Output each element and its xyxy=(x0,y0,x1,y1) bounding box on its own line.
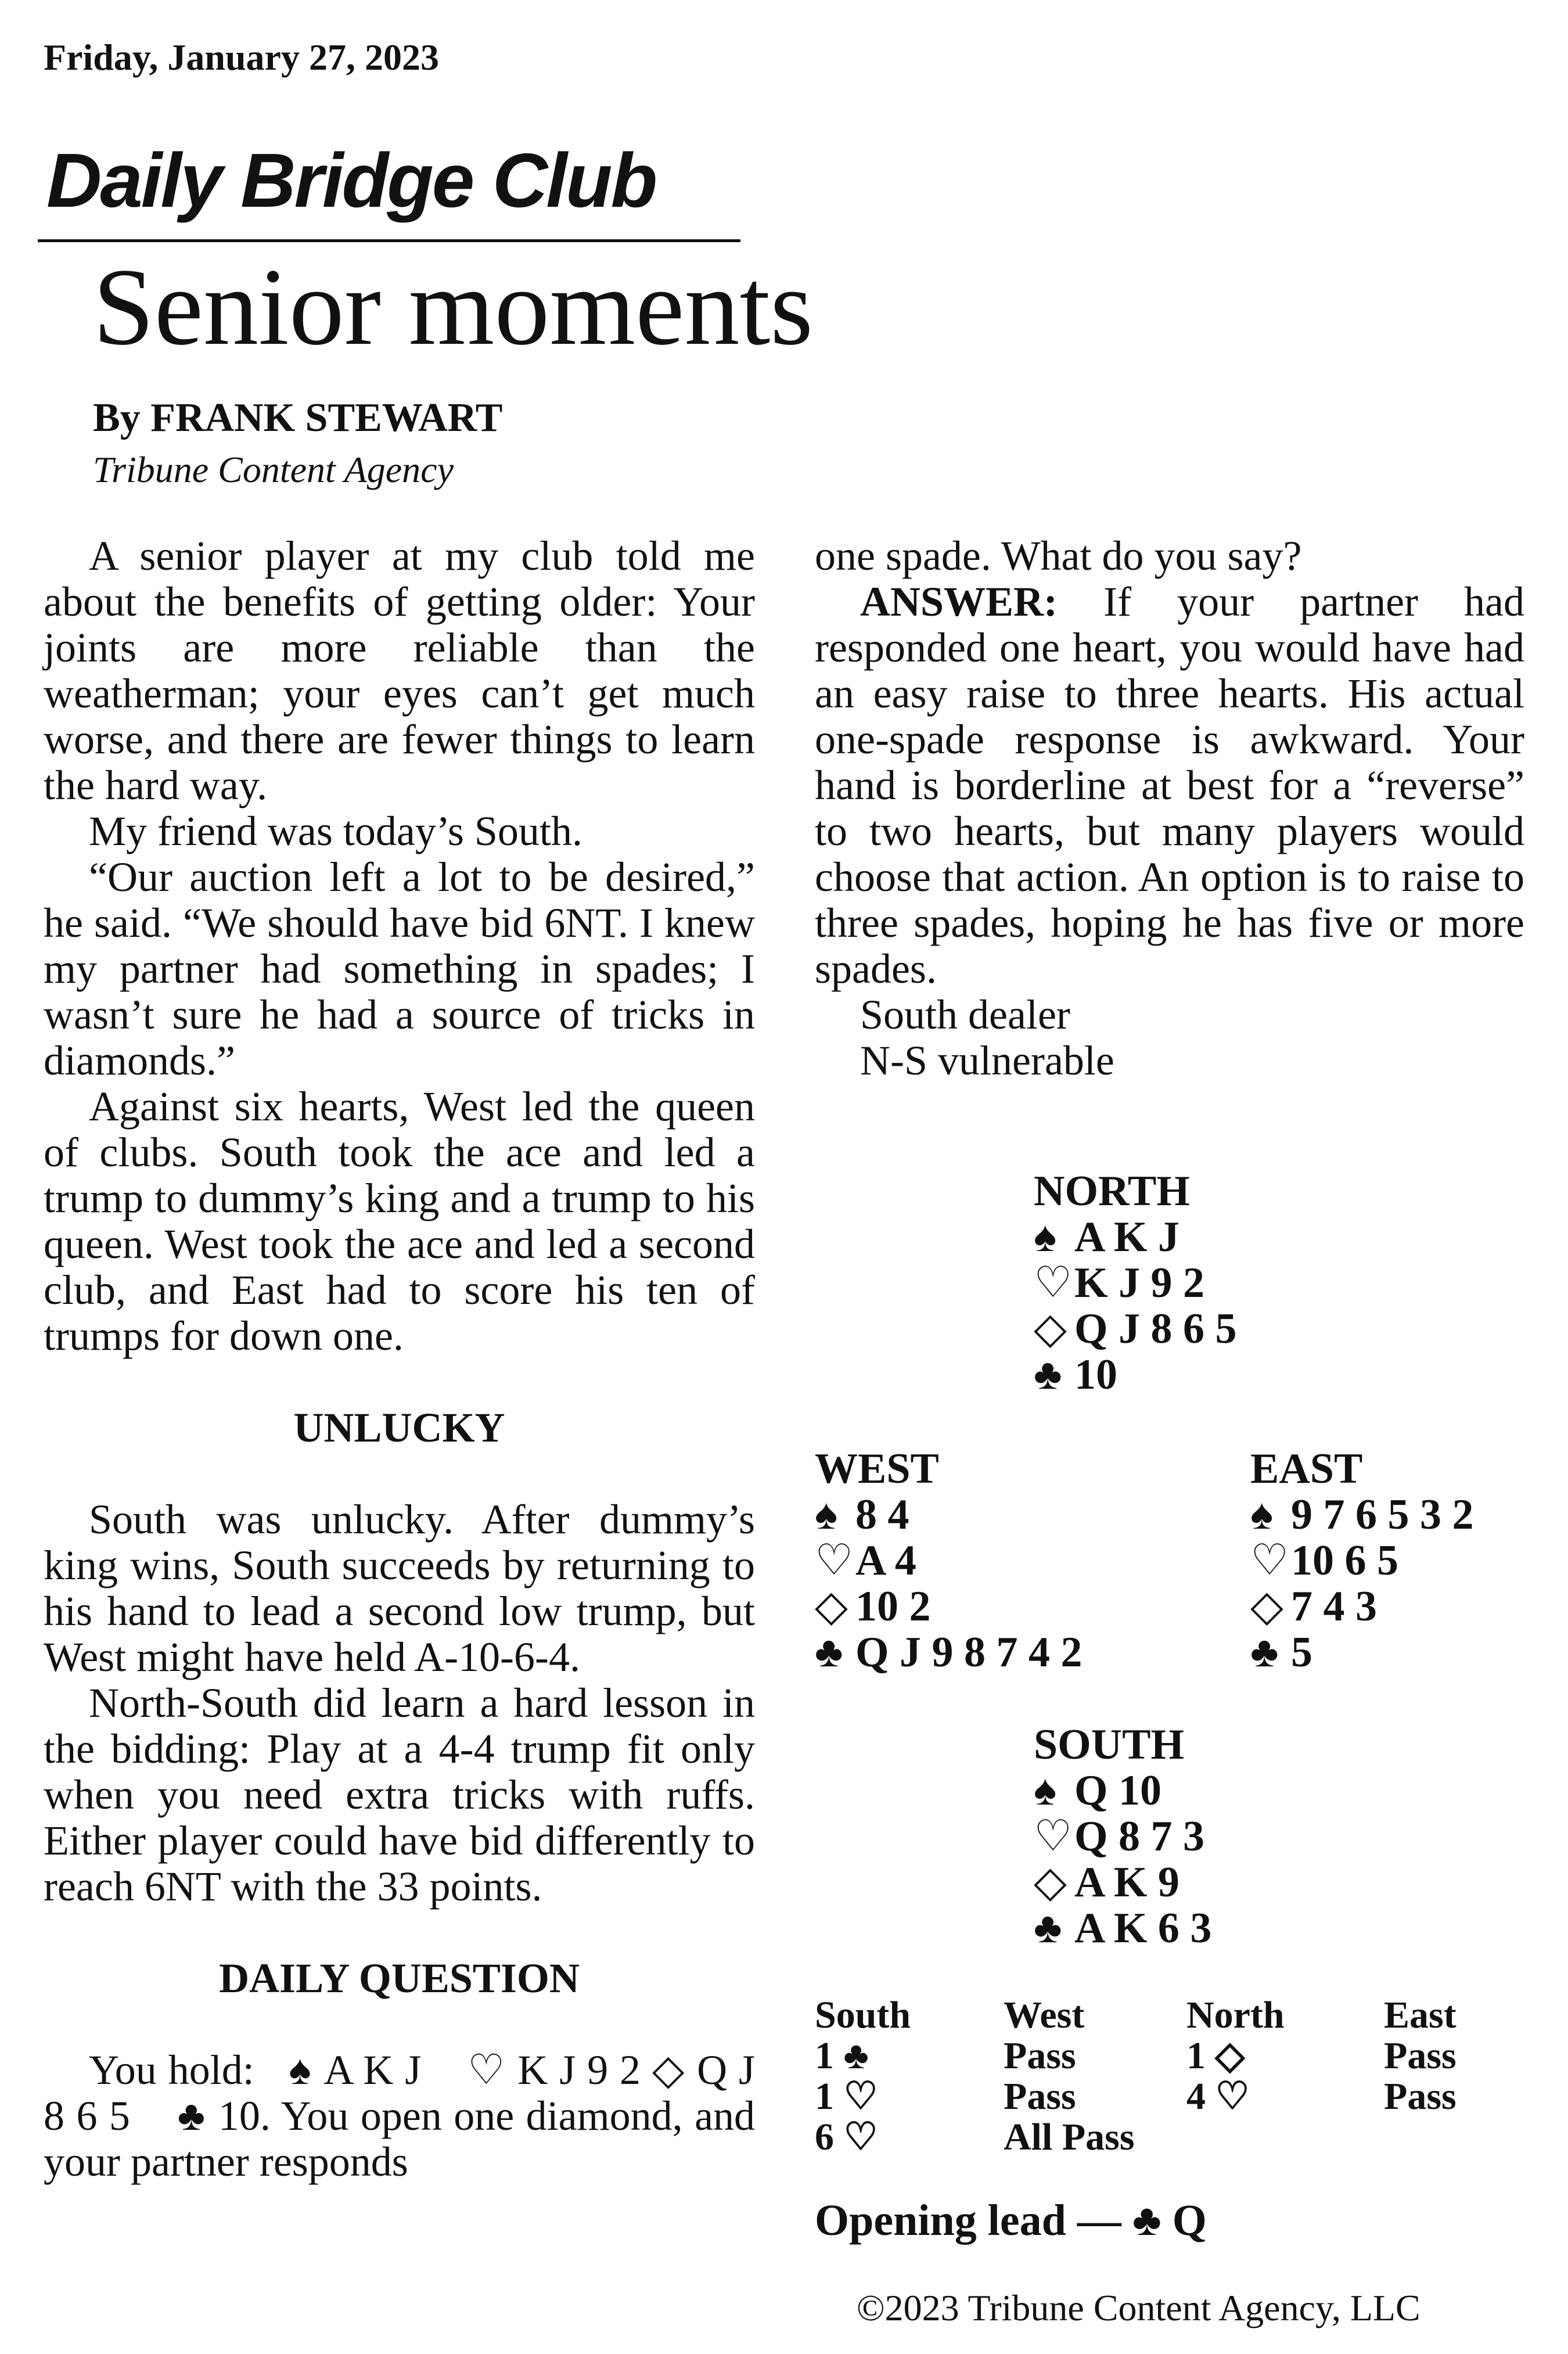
north-diamonds: Q J 8 6 5 xyxy=(1074,1305,1237,1353)
header-rule xyxy=(38,239,740,242)
column-name: Daily Bridge Club xyxy=(46,138,656,223)
daily-question xyxy=(44,2047,755,2185)
auction-bid: Pass xyxy=(1384,2075,1456,2118)
auction-bid: 4 ♡ xyxy=(1186,2075,1250,2118)
spade-icon: ♠ xyxy=(1250,1491,1274,1539)
west-diamonds: 10 2 xyxy=(855,1583,931,1630)
paragraph: “Our auction left a lot to be desired,” he said. “We should have bid 6NT. I knew my partner had something in spades; I wasn’t sure he had a source of tricks in diamonds.” xyxy=(44,854,755,1084)
auction-header: East xyxy=(1384,1994,1456,2036)
east-diamonds: 7 4 3 xyxy=(1291,1583,1377,1630)
diamond-icon: ◇ xyxy=(1034,1859,1067,1906)
heart-icon: ♡ xyxy=(1034,1259,1073,1307)
question-spades: A K J xyxy=(323,2047,422,2093)
paragraph: My friend was today’s South. xyxy=(89,808,582,854)
auction-bid: Pass xyxy=(1004,2035,1076,2077)
auction-header: West xyxy=(1004,1994,1085,2036)
north-spades: A K J xyxy=(1074,1213,1179,1261)
auction-header: South xyxy=(815,1994,911,2036)
subheading-unlucky: UNLUCKY xyxy=(293,1404,505,1451)
hand-label: NORTH xyxy=(1034,1167,1190,1215)
auction-bid: 6 ♡ xyxy=(815,2116,878,2158)
auction-bid: All Pass xyxy=(1004,2116,1135,2158)
heart-icon: ♡ xyxy=(1250,1537,1289,1584)
south-diamonds: A K 9 xyxy=(1074,1859,1179,1906)
publication-date: Friday, January 27, 2023 xyxy=(44,37,439,78)
question-end: one spade. What do you say? xyxy=(815,533,1302,579)
auction-table xyxy=(815,1995,1529,2169)
south-hand xyxy=(1034,1722,1211,1952)
club-icon: ♣ xyxy=(1034,1351,1062,1399)
hand-label: EAST xyxy=(1250,1445,1363,1493)
auction-bid: 1 ◇ xyxy=(1186,2035,1245,2077)
dealer: South dealer xyxy=(860,991,1070,1038)
agency-credit: Tribune Content Agency xyxy=(93,449,454,490)
heart-icon: ♡ xyxy=(815,1537,854,1584)
diamond-icon: ◇ xyxy=(1250,1583,1283,1630)
diamond-icon: ◇ xyxy=(815,1583,848,1630)
east-hand xyxy=(1250,1446,1474,1676)
west-hand xyxy=(815,1446,1083,1676)
south-hearts: Q 8 7 3 xyxy=(1074,1813,1205,1860)
hand-label: SOUTH xyxy=(1034,1721,1185,1769)
question-hearts: K J 9 2 xyxy=(517,2047,641,2093)
answer-label: ANSWER: xyxy=(860,578,1058,625)
diamond-icon: ◇ xyxy=(1034,1305,1067,1353)
spade-icon: ♠ xyxy=(289,2047,312,2093)
spade-icon: ♠ xyxy=(1034,1767,1057,1814)
question-clubs: 10. You open one diamond, and your partner responds xyxy=(44,2093,756,2185)
right-column xyxy=(815,533,1524,1084)
heart-icon: ♡ xyxy=(467,2047,506,2093)
spade-icon: ♠ xyxy=(1034,1213,1057,1261)
copyright: ©2023 Tribune Content Agency, LLC xyxy=(857,2287,1420,2328)
paragraph: Against six hearts, West led the queen of clubs. South took the ace and led a trump to dummy’s king and a trump to his queen. West took the ace and led a second club, and East had to score his ten of trumps for down one. xyxy=(44,1083,755,1359)
north-hearts: K J 9 2 xyxy=(1074,1259,1205,1307)
diamond-icon: ◇ xyxy=(652,2047,686,2093)
vulnerability: N-S vulnerable xyxy=(860,1037,1114,1084)
question-prefix: You hold: xyxy=(89,2047,254,2093)
club-icon: ♣ xyxy=(815,1629,843,1676)
west-hearts: A 4 xyxy=(855,1537,916,1584)
north-hand xyxy=(1034,1169,1237,1398)
north-clubs: 10 xyxy=(1074,1351,1117,1399)
south-spades: Q 10 xyxy=(1074,1767,1162,1814)
auction-header: North xyxy=(1186,1994,1285,2036)
east-clubs: 5 xyxy=(1291,1629,1312,1676)
opening-lead: Opening lead — ♣ Q xyxy=(815,2196,1207,2245)
answer-text: If your partner had responded one heart, you would have had an easy raise to three hearts. His actual one-spade response is awkward. Your hand is borderline at best for a “reverse” to two hearts, but many players would choose that action. An option is to raise to three spades, hoping he has five or more spades. xyxy=(815,578,1525,992)
hand-label: WEST xyxy=(815,1445,939,1493)
byline: By FRANK STEWART xyxy=(93,396,503,440)
headline: Senior moments xyxy=(93,246,814,368)
club-icon: ♣ xyxy=(1250,1629,1279,1676)
answer-paragraph xyxy=(815,579,1524,992)
auction-bid: 1 ♡ xyxy=(815,2075,878,2118)
auction-bid: Pass xyxy=(1384,2035,1456,2077)
club-icon: ♣ xyxy=(1034,1904,1062,1952)
club-icon: ♣ xyxy=(177,2093,207,2139)
subheading-daily-question: DAILY QUESTION xyxy=(219,1955,580,2001)
paragraph: South was unlucky. After dummy’s king wins, South succeeds by returning to his hand to lead a second low trump, but West might have held A-10-6-4. xyxy=(44,1496,755,1680)
heart-icon: ♡ xyxy=(1034,1813,1073,1860)
east-spades: 9 7 6 5 3 2 xyxy=(1291,1491,1474,1539)
auction-bid: 1 ♣ xyxy=(815,2035,869,2077)
paragraph: North-South did learn a hard lesson in the bidding: Play at a 4-4 trump fit only when you need extra tricks with ruffs. Either player could have bid differently to reach 6NT with the 33 points. xyxy=(44,1680,755,1910)
east-hearts: 10 6 5 xyxy=(1291,1537,1398,1584)
paragraph: A senior player at my club told me about the benefits of getting older: Your joints are more reliable than the weatherman; your eyes can’t get much worse, and there are fewer things to learn the hard way. xyxy=(44,533,755,808)
west-spades: 8 4 xyxy=(855,1491,909,1539)
west-clubs: Q J 9 8 7 4 2 xyxy=(855,1629,1083,1676)
left-column xyxy=(44,533,755,2185)
south-clubs: A K 6 3 xyxy=(1074,1904,1212,1952)
spade-icon: ♠ xyxy=(815,1491,838,1539)
auction-bid: Pass xyxy=(1004,2075,1076,2118)
question-diamonds: Q J 8 6 5 xyxy=(44,2047,756,2139)
